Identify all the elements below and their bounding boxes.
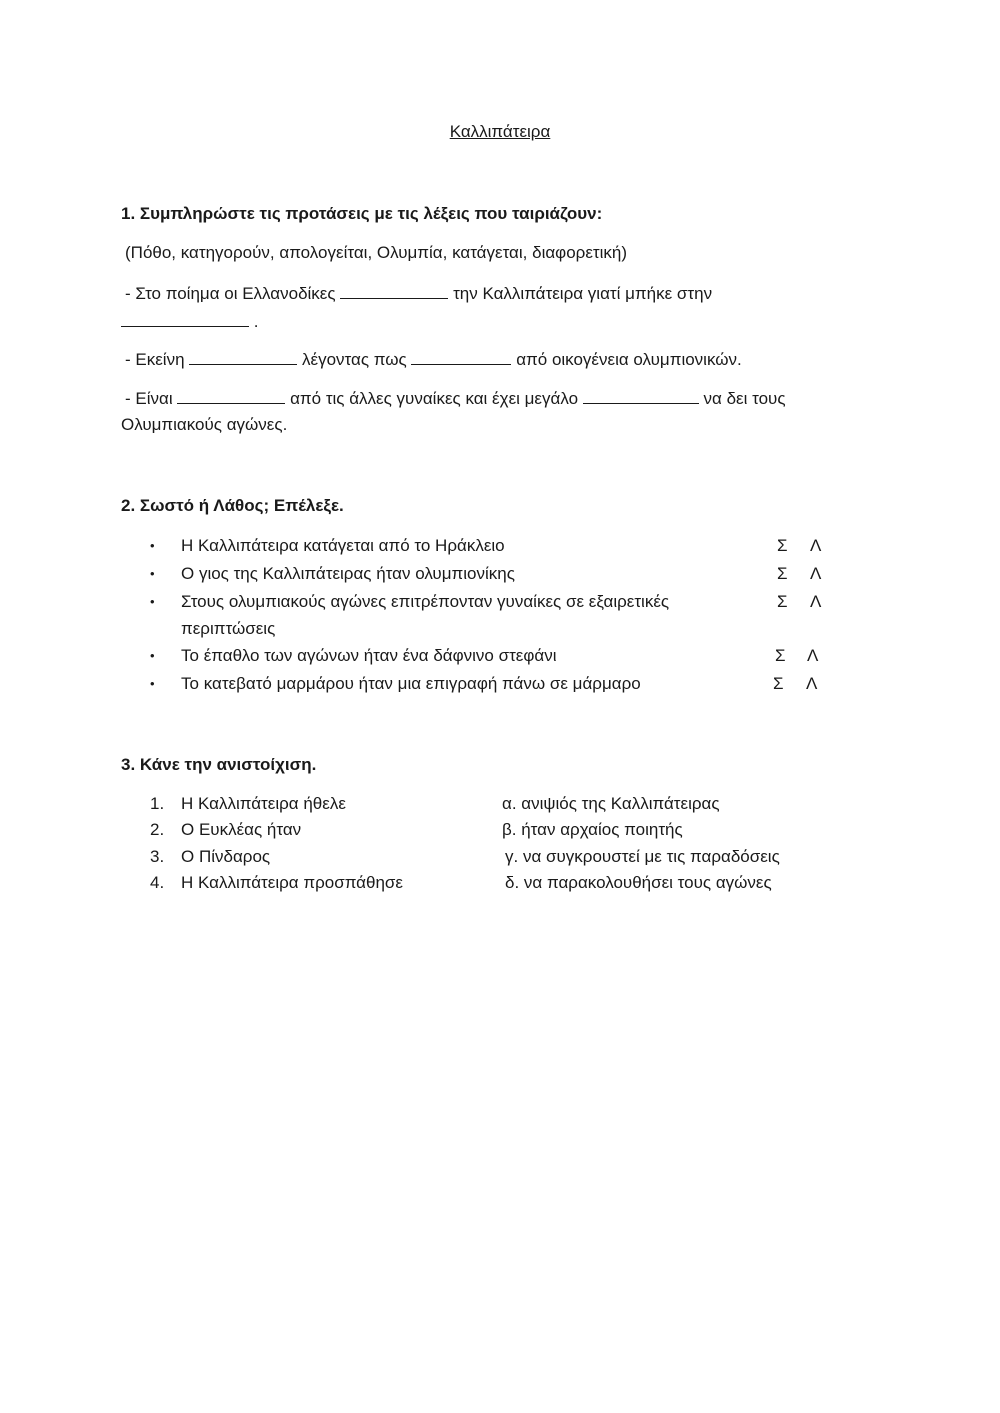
- blank-field[interactable]: [340, 284, 448, 299]
- sentence-2-part2: λέγοντας πως: [302, 350, 407, 369]
- list-item: [0, 674, 1000, 698]
- true-option[interactable]: Σ: [773, 674, 784, 693]
- blank-field[interactable]: [177, 389, 285, 404]
- section1-heading: 1. Συμπληρώστε τις προτάσεις με τις λέξεις που ταιριάζουν:: [121, 204, 603, 223]
- sentence-3-part2: από τις άλλες γυναίκες και έχει μεγάλο: [290, 389, 579, 408]
- sentence-3-part3: να δει τους: [703, 389, 786, 408]
- match-right: α. ανιψιός της Καλλιπάτειρας: [502, 794, 720, 813]
- list-item: [0, 564, 1000, 588]
- bullet-icon: •: [150, 648, 155, 663]
- statement-text: Η Καλλιπάτειρα κατάγεται από το Ηράκλειο: [181, 536, 505, 555]
- bullet-icon: •: [150, 676, 155, 691]
- item-number: 4.: [150, 873, 165, 892]
- item-number: 2.: [150, 820, 165, 839]
- sentence-1-part2: την Καλλιπάτειρα γιατί μπήκε στην: [453, 284, 713, 303]
- statement-text-cont: περιπτώσεις: [181, 619, 276, 638]
- sentence-3: [125, 389, 786, 409]
- match-right: δ. να παρακολουθήσει τους αγώνες: [505, 873, 772, 892]
- statement-text: Το έπαθλο των αγώνων ήταν ένα δάφνινο στεφάνι: [181, 646, 557, 665]
- sentence-3-part1: - Είναι: [125, 389, 173, 408]
- list-item: [0, 820, 1000, 844]
- blank-field[interactable]: [411, 350, 511, 365]
- false-option[interactable]: Λ: [806, 674, 818, 693]
- false-option[interactable]: Λ: [810, 536, 822, 555]
- list-item: [0, 646, 1000, 670]
- list-item: [0, 794, 1000, 818]
- blank-field[interactable]: [121, 312, 249, 327]
- false-option[interactable]: Λ: [810, 592, 822, 611]
- section2-heading: 2. Σωστό ή Λάθος; Επέλεξε.: [121, 496, 344, 515]
- match-left: Η Καλλιπάτειρα ήθελε: [181, 794, 346, 813]
- match-left: Ο Πίνδαρος: [181, 847, 271, 866]
- true-option[interactable]: Σ: [777, 564, 788, 583]
- sentence-3-line2: Ολυμπιακούς αγώνες.: [121, 415, 288, 434]
- true-option[interactable]: Σ: [777, 592, 788, 611]
- item-number: 3.: [150, 847, 165, 866]
- bullet-icon: •: [150, 538, 155, 553]
- list-item: [0, 536, 1000, 560]
- bullet-icon: •: [150, 594, 155, 609]
- match-right: γ. να συγκρουστεί με τις παραδόσεις: [505, 847, 780, 866]
- page-title: Καλλιπάτειρα: [449, 122, 551, 141]
- section3-heading: 3. Κάνε την ανιστοίχιση.: [121, 755, 317, 774]
- item-number: 1.: [150, 794, 165, 813]
- false-option[interactable]: Λ: [810, 564, 822, 583]
- list-item: [0, 873, 1000, 897]
- statement-text: Στους ολυμπιακούς αγώνες επιτρέπονταν γυναίκες σε εξαιρετικές: [181, 592, 670, 611]
- sentence-2-part1: - Εκείνη: [125, 350, 185, 369]
- list-item: [0, 847, 1000, 871]
- bullet-icon: •: [150, 566, 155, 581]
- sentence-1: [125, 284, 712, 304]
- blank-field[interactable]: [583, 389, 699, 404]
- statement-text: Το κατεβατό μαρμάρου ήταν μια επιγραφή πάνω σε μάρμαρο: [181, 674, 641, 693]
- match-left: Ο Ευκλέας ήταν: [181, 820, 302, 839]
- sentence-1-line2: [121, 312, 258, 332]
- match-left: Η Καλλιπάτειρα προσπάθησε: [181, 873, 403, 892]
- false-option[interactable]: Λ: [807, 646, 819, 665]
- statement-text: Ο γιος της Καλλιπάτειρας ήταν ολυμπιονίκης: [181, 564, 515, 583]
- sentence-1-part1: - Στο ποίημα οι Ελλανοδίκες: [125, 284, 336, 303]
- match-right: β. ήταν αρχαίος ποιητής: [502, 820, 683, 839]
- blank-field[interactable]: [189, 350, 297, 365]
- list-item: [0, 592, 1000, 642]
- sentence-2-part3: από οικογένεια ολυμπιονικών.: [516, 350, 742, 369]
- word-bank: (Πόθο, κατηγορούν, απολογείται, Ολυμπία, κατάγεται, διαφορετική): [125, 243, 628, 262]
- sentence-2: [125, 350, 742, 370]
- true-option[interactable]: Σ: [775, 646, 786, 665]
- sentence-1-end: .: [253, 312, 259, 331]
- true-option[interactable]: Σ: [777, 536, 788, 555]
